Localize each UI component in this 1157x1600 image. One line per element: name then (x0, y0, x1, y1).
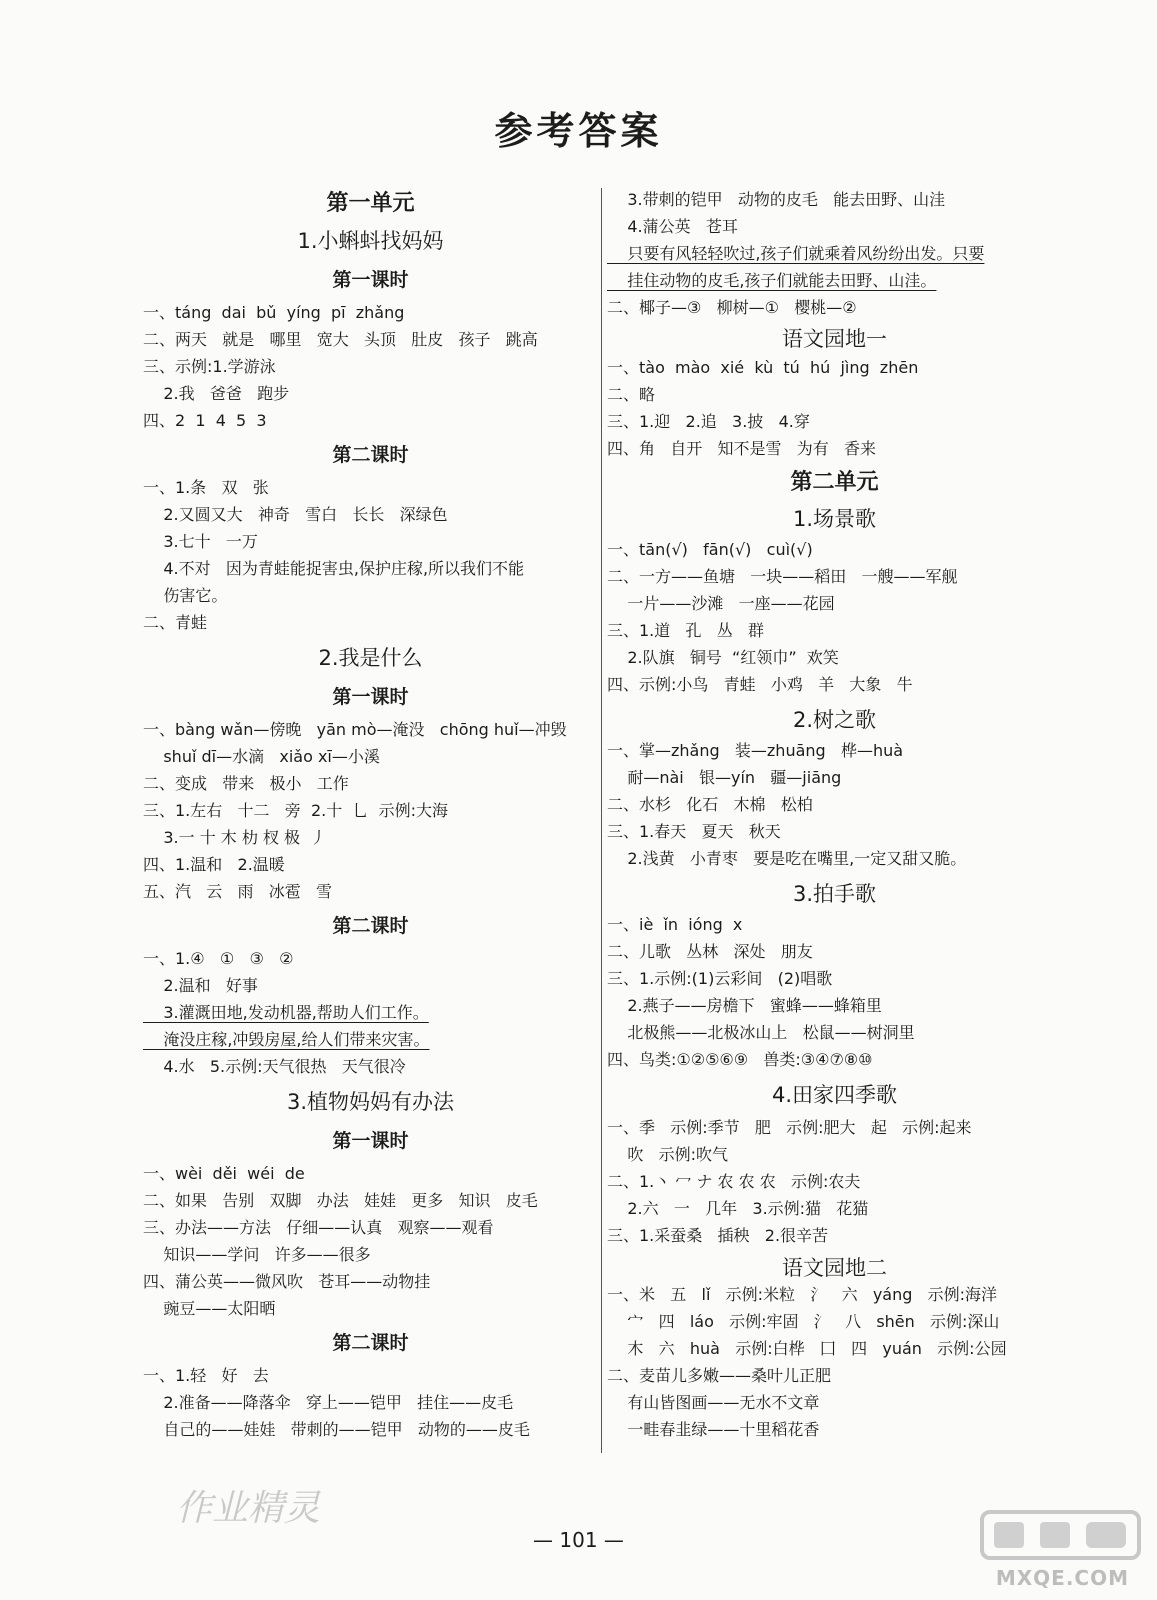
answer-line: 三、1.春天 夏天 秋天 (607, 822, 781, 841)
answer-line: 二、如果 告别 双脚 办法 娃娃 更多 知识 皮毛 (143, 1191, 538, 1210)
answer-line: 二、1.丶 冖 ナ 农 农 农 示例:农夫 (607, 1172, 861, 1191)
answer-line: 二、椰子—③ 柳树—① 樱桃—② (607, 298, 857, 317)
period-heading: 第二课时 (332, 444, 409, 466)
answer-line: 四、示例:小鸟 青蛙 小鸡 羊 大象 牛 (607, 675, 913, 694)
page-number: — 101 — (533, 1528, 624, 1552)
answer-line: 三、1.迎 2.追 3.披 4.穿 (607, 412, 810, 431)
answer-line: 二、变成 带来 极小 工作 (143, 774, 349, 793)
answer-line: 一畦春韭绿——十里稻花香 (607, 1420, 820, 1439)
answer-line: 二、一方——鱼塘 一块——稻田 一艘——军舰 (607, 567, 958, 586)
answer-line: 有山皆图画——无水不文章 (607, 1393, 820, 1412)
answer-line: 4.不对 因为青蛙能捉害虫,保护庄稼,所以我们不能 (143, 559, 525, 578)
lesson-heading: 3.拍手歌 (792, 882, 877, 906)
column-divider (601, 188, 602, 1453)
answer-line: 2.准备——降落伞 穿上——铠甲 挂住——皮毛 (143, 1393, 514, 1412)
answer-line: 三、1.左右 十二 旁 2.十 乚 示例:大海 (143, 801, 448, 820)
answer-line: 2.队旗 铜号 “红领巾” 欢笑 (607, 648, 839, 667)
answer-line: 二、麦苗儿多嫩——桑叶儿正肥 (607, 1366, 832, 1385)
lesson-heading: 1.场景歌 (792, 507, 877, 531)
answer-line: 4.蒲公英 苍耳 (607, 217, 738, 236)
lesson-heading: 4.田家四季歌 (771, 1083, 898, 1107)
answer-line: 豌豆——太阳晒 (143, 1299, 276, 1318)
answer-line: 2.温和 好事 (143, 976, 258, 995)
lesson-heading: 3.植物妈妈有办法 (286, 1090, 455, 1114)
answer-line: 四、1.温和 2.温暖 (143, 855, 285, 874)
answer-line: 一、1.④ ① ③ ② (143, 949, 294, 968)
answer-line: 一、táng dai bǔ yíng pī zhǎng (143, 303, 405, 322)
underlined-answer: 淹没庄稼,冲毁房屋,给人们带来灾害。 (143, 1030, 430, 1049)
watermark: 作业精灵 (176, 1488, 321, 1529)
answer-line: 一、tān(√) fān(√) cuì(√) (607, 540, 813, 559)
answer-line: 一、tào mào xié kù tú hú jìng zhēn (607, 358, 919, 377)
answer-line: 3.一 十 木 朸 杈 极 丿 (143, 828, 327, 847)
unit-heading: 第一单元 (326, 191, 415, 216)
answer-line: 一、米 五 lǐ 示例:米粒 氵 六 yáng 示例:海洋 (607, 1285, 998, 1304)
page-title: 参考答案 (494, 109, 663, 153)
answer-line: 五、汽 云 雨 冰雹 雪 (143, 882, 333, 901)
answer-line: 四、2 1 4 5 3 (143, 411, 267, 430)
section-heading: 语文园地一 (782, 327, 887, 351)
period-heading: 第一课时 (332, 269, 409, 291)
answer-line: 二、儿歌 丛林 深处 朋友 (607, 942, 813, 961)
answer-line: 吹 示例:吹气 (607, 1145, 728, 1164)
underlined-answer: 只要有风轻轻吹过,孩子们就乘着风纷纷出发。只要 (607, 244, 985, 263)
answer-line: 三、1.示例:(1)云彩间 (2)唱歌 (607, 969, 833, 988)
answer-line: 一、季 示例:季节 肥 示例:肥大 起 示例:起来 (607, 1118, 972, 1137)
answer-line: 一、wèi děi wéi de (143, 1164, 305, 1183)
answer-line: 4.水 5.示例:天气很热 天气很冷 (143, 1057, 406, 1076)
period-heading: 第一课时 (332, 686, 409, 708)
answer-line: 二、两天 就是 哪里 宽大 头顶 肚皮 孩子 跳高 (143, 330, 538, 349)
answer-line: 三、示例:1.学游泳 (143, 357, 276, 376)
answer-line: 北极熊——北极冰山上 松鼠——树洞里 (607, 1023, 915, 1042)
answer-line: 2.浅黄 小青枣 要是吃在嘴里,一定又甜又脆。 (607, 849, 967, 868)
answer-line: 二、水杉 化石 木棉 松柏 (607, 795, 813, 814)
answer-line: 一、掌—zhǎng 装—zhuāng 桦—huà (607, 741, 904, 760)
answer-line: 一、1.轻 好 去 (143, 1366, 269, 1385)
lesson-heading: 2.我是什么 (318, 646, 423, 670)
answer-line: 一、1.条 双 张 (143, 478, 269, 497)
answer-line: 自己的——娃娃 带刺的——铠甲 动物的——皮毛 (143, 1420, 530, 1439)
answer-line: 2.六 一 几年 3.示例:猫 花猫 (607, 1199, 869, 1218)
answer-line: 二、略 (607, 385, 656, 404)
lesson-heading: 2.树之歌 (792, 708, 877, 732)
brand-domain: MXQE.COM (995, 1566, 1129, 1590)
answer-line: 二、青蛙 (143, 613, 208, 632)
answer-line: 3.带刺的铠甲 动物的皮毛 能去田野、山洼 (607, 190, 946, 209)
section-heading: 语文园地二 (782, 1256, 887, 1280)
answer-line: 一片——沙滩 一座——花园 (607, 594, 835, 613)
answer-line: 耐—nài 银—yín 疆—jiāng (607, 768, 842, 787)
period-heading: 第二课时 (332, 915, 409, 937)
answer-line: 三、1.道 孔 丛 群 (607, 621, 765, 640)
answer-line: 四、角 自开 知不是雪 为有 香来 (607, 439, 877, 458)
answer-line: 一、bàng wǎn—傍晚 yān mò—淹没 chōng huǐ—冲毁 (143, 720, 567, 739)
answer-line: 2.我 爸爸 跑步 (143, 384, 290, 403)
answer-line: 木 六 huà 示例:白桦 囗 四 yuán 示例:公园 (607, 1339, 1007, 1358)
lesson-heading: 1.小蝌蚪找妈妈 (297, 229, 444, 253)
answer-line: 2.又圆又大 神奇 雪白 长长 深绿色 (143, 505, 448, 524)
answer-line: 一、iè ǐn ióng x (607, 915, 743, 934)
answer-line: 四、蒲公英——微风吹 苍耳——动物挂 (143, 1272, 431, 1291)
underlined-answer: 挂住动物的皮毛,孩子们就能去田野、山洼。 (607, 271, 937, 290)
answer-line: 宀 四 láo 示例:牢固 氵 八 shēn 示例:深山 (607, 1312, 1000, 1331)
answer-line: 四、鸟类:①②⑤⑥⑨ 兽类:③④⑦⑧⑩ (607, 1050, 873, 1069)
answer-line: 3.七十 一万 (143, 532, 258, 551)
answer-line: 三、办法——方法 仔细——认真 观察——观看 (143, 1218, 494, 1237)
period-heading: 第二课时 (332, 1332, 409, 1354)
answer-line: shuǐ dī—水滴 xiǎo xī—小溪 (143, 747, 380, 766)
answer-line: 伤害它。 (143, 586, 228, 605)
answer-line: 知识——学问 许多——很多 (143, 1245, 371, 1264)
unit-heading: 第二单元 (790, 470, 879, 495)
answer-line: 三、1.采蚕桑 插秧 2.很辛苦 (607, 1226, 829, 1245)
answer-line: 2.燕子——房檐下 蜜蜂——蜂箱里 (607, 996, 882, 1015)
period-heading: 第一课时 (332, 1130, 409, 1152)
underlined-answer: 3.灌溉田地,发动机器,帮助人们工作。 (143, 1003, 429, 1022)
